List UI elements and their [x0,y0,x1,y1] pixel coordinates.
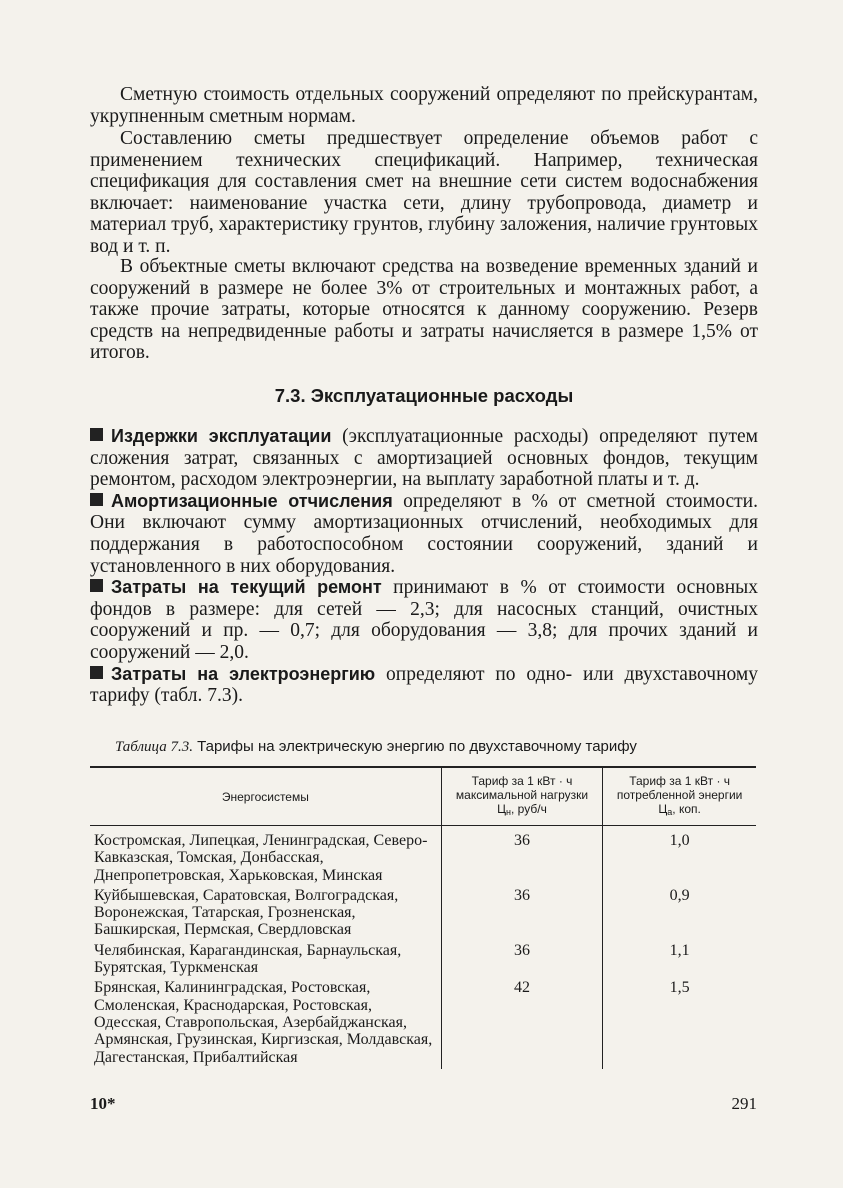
header-energy-systems: Энергосистемы [90,767,441,826]
definition-item [90,577,758,663]
header-max-load-unit: , руб/ч [511,802,547,816]
definition-item [90,491,758,577]
section-heading: 7.3. Эксплуатационные расходы [274,385,574,406]
table-caption-number: Таблица 7.3. [115,739,193,755]
header-max-load-subscript: н [506,807,512,817]
paragraph-1 [90,84,758,127]
table-row [90,826,756,887]
definition-term: Затраты на текущий ремонт [111,577,382,598]
cell-energy-systems: Брянская, Калининградская, Ростовская, Смоленская, Краснодарская, Ростовская, Одесская, Ставропольская, Азербайджанская, Армянская, Грузинская, Киргизская, Молдавская, Дагестанская, Прибалтийская [94,979,433,1066]
table-caption-text: Тарифы на электрическую энергию по двухставочному тарифу [197,738,637,755]
definition-text: принимают в % от стоимости основных фондов в размере: для сетей — 2,3; для насосных станций, очистных сооружений и пр. — 0,7; для оборудования — 3,8; для прочих зданий и сооружений — 2,0. [90,577,759,663]
paragraph-3-text: В объектные сметы включают средства на возведение временных зданий и сооружений в размере не более 3% от строительных и монтажных работ, а также прочие затраты, которые относятся к данному сооружению. Резерв средств на непредвиденные работы и затраты начисляется в размере 1,5% от итогов. [90,256,758,364]
definition-item [90,664,758,707]
table-header-row [90,767,756,826]
definition-text: определяют в % от сметной стоимости. Они включают сумму амортизационных отчислений, необходимых для поддержания в работоспособном состоянии сооружений, зданий и установленного в них оборудования. [90,490,758,577]
definition-text: определяют по одно- или двухставочному тарифу (табл. 7.3). [90,663,758,707]
page-number: 291 [731,1094,757,1113]
table-caption [115,738,755,756]
header-max-load-text: Тариф за 1 кВт · ч максимальной нагрузки Ц [455,774,589,816]
table-row [90,887,756,942]
definition-term: Затраты на электроэнергию [111,663,376,684]
definition-list [90,426,758,707]
paragraph-2-text: Составлению сметы предшествует определение объемов работ с применением технических спецификаций. Например, техническая спецификация для составления смет на внешние сети систем водоснабжения включает: наименование участка сети, длину трубопровода, диаметр и материал труб, характеристику грунтов, глубину заложения, наличие грунтовых вод и т. п. [90,128,758,257]
header-energy-tariff [603,767,756,826]
cell-energy: 1,1 [603,942,756,980]
cell-max-load: 36 [441,826,603,887]
bullet-square-icon [90,493,103,506]
bullet-square-icon [90,666,103,679]
cell-energy: 1,0 [603,826,756,887]
cell-max-load: 36 [441,942,603,980]
paragraph-2 [90,128,758,258]
cell-energy-systems: Челябинская, Карагандинская, Барнаульская, Бурятская, Туркменская [94,941,402,977]
bullet-square-icon [90,428,103,441]
paragraph-1-text: Сметную стоимость отдельных сооружений определяют по прейскурантам, укрупненным сметным нормам. [90,84,758,127]
header-max-load-tariff [441,767,603,826]
cell-energy: 0,9 [603,887,756,942]
definition-item [90,426,758,491]
header-energy-subscript: а [667,807,673,817]
header-energy-text: Тариф за 1 кВт · ч потребленной энергии Ц [616,774,743,816]
cell-energy: 1,5 [603,979,756,1068]
header-energy-unit: , коп. [672,802,701,816]
paragraph-3 [90,256,758,364]
table-row [90,942,756,980]
definition-term: Амортизационные отчисления [111,490,393,511]
tariff-table [90,766,756,1069]
printer-signature: 10* [90,1094,116,1113]
bullet-square-icon [90,579,103,592]
cell-max-load: 36 [441,887,603,942]
cell-energy-systems: Костромская, Липецкая, Ленинградская, Северо-Кавказская, Томская, Донбасская, Днепропетровская, Харьковская, Минская [94,832,428,884]
cell-max-load: 42 [441,979,603,1068]
cell-energy-systems: Куйбышевская, Саратовская, Волгоградская, Воронежская, Татарская, Грозненская, Башкирская, Пермская, Свердловская [94,886,399,939]
table-row [90,979,756,1068]
definition-text: (эксплуатационные расходы) определяют путем сложения затрат, связанных с амортизацией основных фондов, текущим ремонтом, расходом электроэнергии, на выплату заработной платы и т. д. [90,426,759,491]
definition-term: Издержки эксплуатации [111,426,332,446]
